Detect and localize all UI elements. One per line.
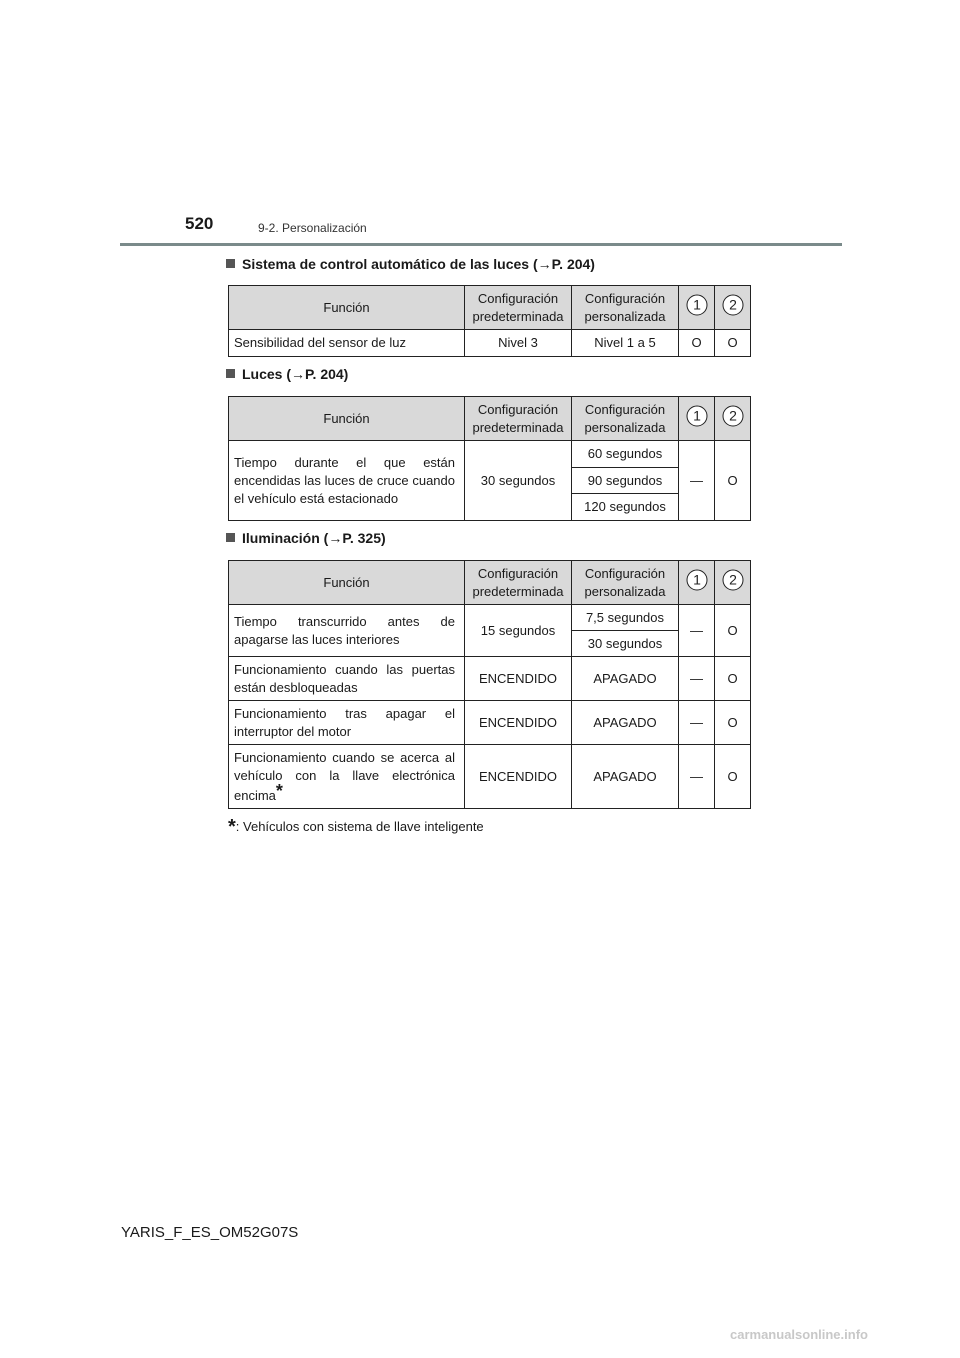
cell-default: 30 segundos	[465, 441, 572, 521]
circle-number-2-icon	[722, 294, 744, 316]
cell-funcion: Tiempo durante el que están encendidas las luces de cruce cuando el vehículo está estacionado	[229, 441, 465, 521]
cell-custom-option: 60 segundos	[572, 441, 679, 468]
section-header: 9-2. Personalización	[258, 221, 367, 235]
page-number: 520	[185, 214, 214, 233]
header-default-line1: Configuración	[477, 401, 559, 417]
header-default	[465, 561, 572, 605]
svg-text:2: 2	[728, 571, 737, 588]
header-col1	[679, 397, 715, 441]
cell-funcion: Tiempo transcurrido antes de apagarse las luces interiores	[229, 605, 465, 657]
header-col2	[715, 286, 751, 330]
circle-number-2-icon	[722, 405, 744, 427]
cell-col1: —	[679, 605, 715, 657]
cell-default: ENCENDIDO	[465, 701, 572, 745]
cell-col2: O	[715, 701, 751, 745]
header-funcion: Función	[229, 397, 465, 441]
cell-funcion: Funcionamiento cuando las puertas están desbloqueadas	[229, 657, 465, 701]
footnote-star: *	[228, 816, 236, 838]
table-header-row	[229, 397, 751, 441]
header-default-line2: predeterminada	[472, 419, 564, 435]
header-col1	[679, 286, 715, 330]
cell-custom-option: 120 segundos	[572, 494, 679, 521]
square-bullet-icon	[226, 369, 235, 378]
cell-col2: O	[715, 605, 751, 657]
header-default-line1: Configuración	[477, 290, 559, 306]
cell-col1: O	[679, 330, 715, 357]
cell-col2: O	[715, 441, 751, 521]
cell-col2: O	[715, 745, 751, 809]
circle-number-2-icon	[722, 569, 744, 591]
cell-custom-option: 7,5 segundos	[572, 605, 679, 631]
footnote-star-marker: *	[275, 780, 283, 801]
header-default-line2: predeterminada	[472, 308, 564, 324]
circle-number-1-icon	[686, 405, 708, 427]
table-header-row	[229, 561, 751, 605]
cell-custom-option: 30 segundos	[572, 631, 679, 657]
cell-col1: —	[679, 701, 715, 745]
cell-custom: APAGADO	[572, 701, 679, 745]
header-custom-line2: personalizada	[584, 583, 666, 599]
cell-custom-option: 90 segundos	[572, 468, 679, 494]
header-col2	[715, 397, 751, 441]
cell-custom: Nivel 1 a 5	[572, 330, 679, 357]
cell-col2: O	[715, 330, 751, 357]
header-custom-line1: Configuración	[584, 290, 666, 306]
header-funcion: Función	[229, 286, 465, 330]
header-custom-line2: personalizada	[584, 308, 666, 324]
header-default-line2: predeterminada	[472, 583, 564, 599]
cell-funcion: Funcionamiento tras apagar el interruptor del motor	[229, 701, 465, 745]
square-bullet-icon	[226, 259, 235, 268]
watermark: carmanualsonline.info	[730, 1327, 868, 1342]
cell-default: Nivel 3	[465, 330, 572, 357]
footnote	[228, 814, 484, 837]
section-heading-text: Iluminación (→P. 325)	[242, 530, 386, 546]
svg-text:1: 1	[692, 571, 701, 588]
cell-custom: APAGADO	[572, 745, 679, 809]
table-row	[229, 441, 751, 468]
cell-funcion-text: Funcionamiento cuando se acerca al vehículo con la llave electrónica encima	[234, 749, 455, 803]
cell-funcion	[229, 745, 465, 809]
svg-text:1: 1	[692, 296, 701, 313]
header-col1	[679, 561, 715, 605]
section-heading-luces	[226, 366, 348, 382]
header-custom	[572, 397, 679, 441]
cell-col1: —	[679, 441, 715, 521]
header-custom-line2: personalizada	[584, 419, 666, 435]
cell-default: 15 segundos	[465, 605, 572, 657]
cell-custom: APAGADO	[572, 657, 679, 701]
section-heading-iluminacion	[226, 530, 386, 546]
section-heading-text: Luces (→P. 204)	[242, 366, 349, 382]
header-divider	[120, 243, 842, 246]
circle-number-1-icon	[686, 294, 708, 316]
footnote-text: : Vehículos con sistema de llave inteligente	[235, 819, 484, 834]
svg-text:2: 2	[728, 407, 737, 424]
header-custom-line1: Configuración	[584, 401, 666, 417]
svg-text:1: 1	[692, 407, 701, 424]
cell-default: ENCENDIDO	[465, 745, 572, 809]
header-custom-line1: Configuración	[584, 565, 666, 581]
document-code: YARIS_F_ES_OM52G07S	[121, 1224, 299, 1241]
header-custom	[572, 286, 679, 330]
header-default	[465, 286, 572, 330]
section-heading-text: Sistema de control automático de las luces (→P. 204)	[242, 256, 595, 272]
header-funcion: Función	[229, 561, 465, 605]
cell-default: ENCENDIDO	[465, 657, 572, 701]
cell-col2: O	[715, 657, 751, 701]
table-auto-light-control	[228, 285, 751, 357]
square-bullet-icon	[226, 533, 235, 542]
cell-col1: —	[679, 657, 715, 701]
cell-col1: —	[679, 745, 715, 809]
header-custom	[572, 561, 679, 605]
header-col2	[715, 561, 751, 605]
table-row	[229, 330, 751, 357]
table-iluminacion	[228, 560, 751, 809]
svg-text:2: 2	[728, 296, 737, 313]
section-heading-auto-lights	[226, 256, 595, 272]
header-default	[465, 397, 572, 441]
table-row	[229, 605, 751, 631]
table-luces	[228, 396, 751, 521]
circle-number-1-icon	[686, 569, 708, 591]
table-row	[229, 657, 751, 701]
table-row	[229, 701, 751, 745]
table-header-row	[229, 286, 751, 330]
cell-funcion: Sensibilidad del sensor de luz	[229, 330, 465, 357]
header-default-line1: Configuración	[477, 565, 559, 581]
table-row	[229, 745, 751, 809]
